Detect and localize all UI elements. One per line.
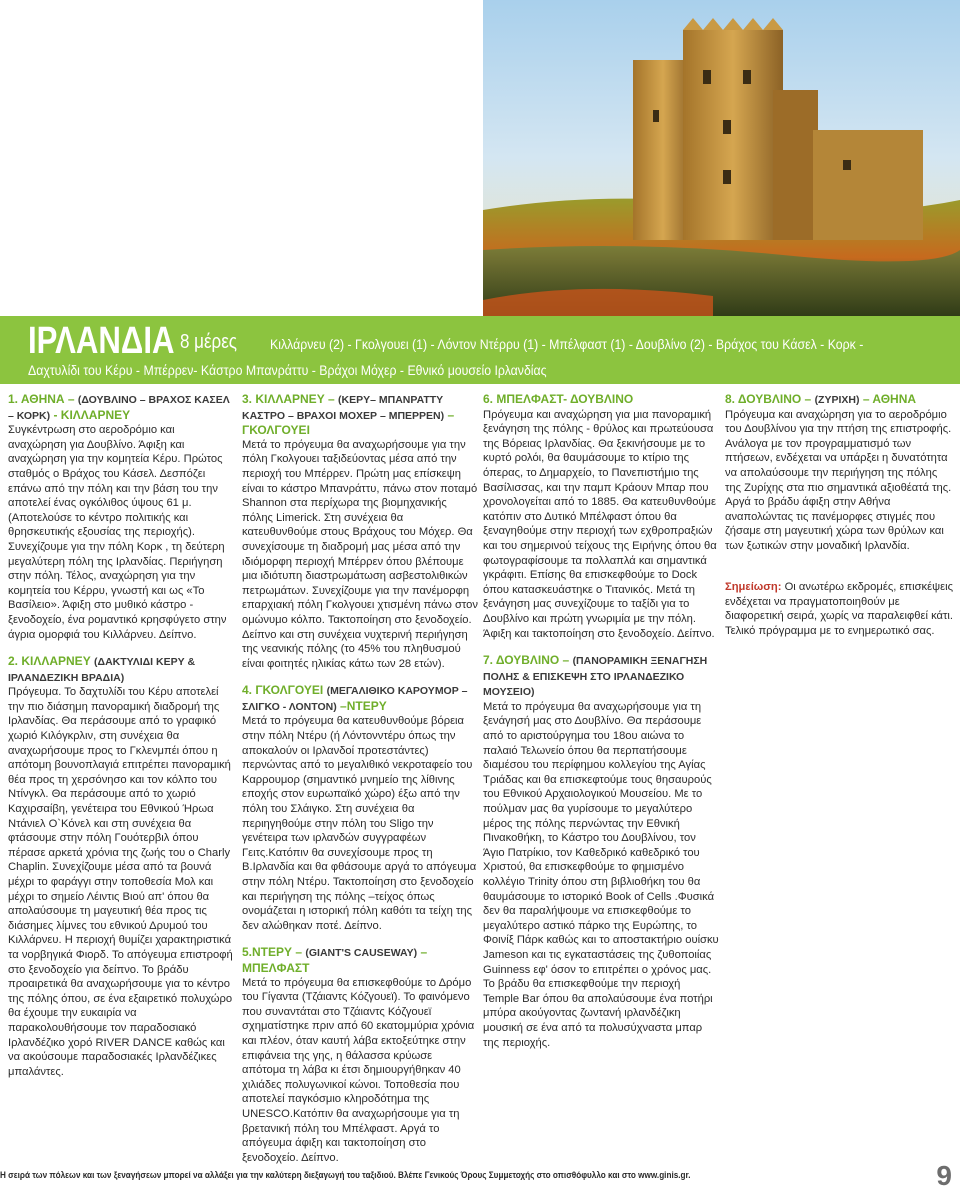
title-banner: [0, 316, 960, 384]
day-8: [725, 392, 955, 554]
day-2: [8, 654, 236, 1079]
column-4: [725, 392, 955, 639]
day-2-heading: 2. ΚΙΛΛΑΡΝΕΥ (ΔΑΚΤΥΛΙΔΙ ΚΕΡΥ & ΙΡΛΑΝΔΕΖΙΚΗ ΒΡΑΔΙΑ): [8, 654, 196, 684]
note: [725, 566, 955, 639]
day-5-text: Μετά το πρόγευμα θα επισκεφθούμε το Δρόμο του Γίγαντα (Τζάιαντς Κόζγουεϊ). Το φαινόμενο που συναντάται στο Τζάιαντς Κόζγουεϊ σχηματίστηκε πριν από 60 εκατομμύρια χρόνια και πλέον, όταν καυτή λάβα εκτοξεύτηκε στην επιφάνεια της γης, η θάλασσα κρύωσε απότομα τη λάβα κι έτσι δημιουργήθηκαν 40 χιλιάδες πολυγωνικοί κώνοι. Τοποθεσία που αποτελεί παγκόσμιο κληροδότημα της UNESCO.Κατόπιν θα αναχωρήσουμε για τη βρετανική πόλη του Μπέλφαστ. Αργά το απόγευμα άφιξη και τακτοποίηση στο ξενοδοχείο. Δείπνο.: [242, 976, 475, 1164]
day-6: [483, 392, 719, 641]
trip-duration: 8 μέρες: [180, 331, 238, 353]
day-6-heading: 6. ΜΠΕΛΦΑΣΤ- ΔΟΥΒΛΙΝΟ: [483, 392, 634, 406]
day-4-heading: 4. ΓΚΟΛΓΟΥΕΙ (ΜΕΓΑΛΙΘΙΚΟ ΚΑΡΟΥΜΟΡ – ΣΛΙΓΚΟ - ΛΟΝΤΟΝ) –ΝΤΕΡΥ: [242, 683, 468, 713]
banner-accent: [0, 316, 22, 384]
day-3-text: Μετά το πρόγευμα θα αναχωρήσουμε για την πόλη Γκολγουει ταξιδεύοντας μέσα από την περιοχή του Μπέρρεν. Πρώτη μας επίσκεψη είναι το κάστρο Μπανράττυ, πάνω στον ποταμό Shannon στα περίχωρα της βιομηχανικής πόλης Limerick. Στη συνέχεια θα κατευθυνθούμε στους Βράχους του Μόχερ. Θα συνεχίσουμε τη διαδρομή μας μέσα από την ιδιόμορφη περιοχή Μπέρρεν όπου βλέπουμε μια ιδιότυπη διαστρωμάτωση ασβεστολιθικών πετρωμάτων. Συνεχίζουμε για την πανέμορφη επαρχιακή πόλη Γκολγουει χτισμένη πάνω στον ομώνυμο κόλπο. Τακτοποίηση στο ξενοδοχείο. Δείπνο και στη συνέχεια νυχτερινή περιήγηση της νεανικής πόλης (το 45% του πληθυσμού είναι φοιτητές ηλικίας κάτω των 28 ετών).: [242, 438, 478, 670]
day-5-heading: 5.ΝΤΕΡΥ – (GIANT'S CAUSEWAY) – ΜΠΕΛΦΑΣΤ: [242, 945, 428, 975]
day-4-text: Μετά το πρόγευμα θα κατευθυνθούμε βόρεια στην πόλη Ντέρυ (ή Λόντονντέρυ όπως την αποκαλούν οι Ιρλανδοί προτεστάντες) περνώντας από το μεγαλιθικό νεκροταφείο του Καρρουμορ (σημαντικό μνημείο της λίθινης εποχής στον ευρωπαϊκό χώρο) έξω από την πόλη του Σλάιγκο. Στη συνέχεια θα περιηγηθούμε στην πόλη του Sligo την γενέτειρα των ιρλανδών συγγραφέων Γειτς.Κατόπιν θα συνεχίσουμε προς τη Β.Ιρλανδία και θα φθάσουμε αργά το απόγευμα στην πόλη Ντέρυ. Τακτοποίηση στο ξενοδοχείο και περιήγηση της πόλης –τείχος όπως ονομάζεται η ιστορική πόλη καθότι τα τείχη της δεν αλώθηκαν ποτέ. Δείπνο.: [242, 715, 477, 932]
column-2: [242, 392, 478, 1165]
route-line-1: Κιλλάρνευ (2) - Γκολγουει (1) - Λόντον Ντέρρυ (1) - Μπέλφαστ (1) - Δουβλίνο (2) - Βράχος του Κάσελ - Κορκ -: [270, 336, 864, 352]
note-label: Σημείωση:: [725, 581, 782, 594]
day-7: [483, 653, 719, 1050]
day-1-text: Συγκέντρωση στο αεροδρόμιο και αναχώρηση για Δουβλίνο. Άφιξη και αναχώρηση για την κομητεία Κέρυ. Πρώτος σταθμός ο Βράχος του Κάσελ. Δεσπόζει επάνω από την πόλη και την βάση του την αποτελεί ένας ογκόλιθος ύψους 61 μ.(Αποτελούσε το κέντρο πολιτικής και θρησκευτικής εξουσίας της περιοχής). Συνεχίζουμε για την πόλη Κορκ , τη δεύτερη μεγαλύτερη πόλη της Ιρλανδίας. Περιήγηση στην πόλη. Τέλος, αναχώρηση για την κομητεία του Κέρρυ, γνωστή και ως «Το Βασίλειο». Άφιξη στο μυθικό κάστρο - ξενοδοχείο, ένα ρομαντικό κρησφύγετο στην άγρια ομορφιά του Κιλλάρνευ. Δείπνο.: [8, 424, 227, 641]
castle-photo: [483, 0, 960, 316]
day-1: [8, 392, 236, 642]
column-3: [483, 392, 719, 1062]
column-1: [8, 392, 236, 1091]
footer-disclaimer: Η σειρά των πόλεων και των ξεναγήσεων μπορεί να αλλάξει για την καλύτερη διεξαγωγή του ταξιδιού. Βλέπε Γενικούς Όρους Συμμετοχής στο οπισθόφυλλο και στο www.ginis.gr.: [0, 1170, 691, 1181]
day-8-text: Πρόγευμα και αναχώρηση για το αεροδρόμιο του Δουβλίνου για την πτήση της επιστροφής. Ανάλογα με τον προγραμματισμό των πτήσεων, ενδέχεται να υπάρξει η δυνατότητα να απολαύσουμε την περιήγηση της πόλης της Ζυρίχης στα πιο σημαντικά αξιοθέατά της. Αργά το βράδυ άφιξη στην Αθήνα αναπολώντας τις πανέμορφες στιγμές που ζήσαμε στη μαγευτική χώρα των θρύλων και των ξωτικών στην μοναδική Ιρλανδία.: [725, 408, 952, 552]
castle-illustration: [483, 0, 960, 316]
day-7-text: Μετά το πρόγευμα θα αναχωρήσουμε για τη ξενάγησή μας στο Δουβλίνο. Θα περάσουμε από το αριστούργημα του 18ου αιώνα το παλαιό Τελωνείο όπου θα περπατήσουμε διαμέσου του περίφημου κολλεγίου της Αγίας Τριάδας και θα επισκεφτούμε τους θησαυρούς του Εθνικού Αρχαιολογικού Μουσείου. Με το πούλμαν μας θα γυρίσουμε το μεγαλύτερο μέρος της πόλης περνώντας την Εθνική Πινακοθήκη, το Κάστρο του Δουβλίνου, τον Άγιο Πατρίκιο, τον Καθεδρικό καθεδρικό του Χριστού, θα επισκεφθούμε το φημισμένο κολλέγιο Trinity όπου στη βιβλιοθήκη του θα θαυμάσουμε το ιστορικό Book of Cells .Φυσικά δεν θα παραλήψουμε να επισκεφθούμε το μεγαλύτερο αστικό πάρκο της Ευρώπης, το Φοινίξ Πάρκ καθώς και το αποστακτήριο ουίσκυ Jameson και τις εγκαταστάσεις της ζυθοποιίας Guinness εφ' όσον το επιτρέπει ο χρόνος μας. Το βράδυ θα επισκεφθούμε την περιοχή Temple Bar όπου θα απολαύσουμε ένα ποτήρι μπύρα ακούγοντας ζωντανή ιρλανδέζικη μουσική σε ένα από τα πολυσύχναστα μπαρ της περιοχής.: [483, 700, 719, 1049]
note-text: Οι ανωτέρω εκδρομές, επισκέψεις ενδέχεται να πραγματοποιηθούν με διαφορετική σειρά, χωρίς να παραλειφθεί κάτι. Τελικό πρόγραμμα με το ενημερωτικό σας.: [725, 581, 954, 637]
day-1-heading: 1. ΑΘΗΝΑ – (ΔΟΥΒΛΙΝΟ – ΒΡΑΧΟΣ ΚΑΣΕΛ – ΚΟΡΚ) - ΚΙΛΛΑΡΝΕΥ: [8, 392, 230, 422]
day-7-heading: 7. ΔΟΥΒΛΙΝΟ – (ΠΑΝΟΡΑΜΙΚΗ ΞΕΝΑΓΗΣΗ ΠΟΛΗΣ & ΕΠΙΣΚΕΨΗ ΣΤΟ ΙΡΛΑΝΔΕΖΙΚΟ ΜΟΥΣΕΙΟ): [483, 653, 708, 699]
day-4: [242, 683, 478, 933]
page-number: 9: [936, 1160, 952, 1190]
page-title: ΙΡΛΑΝΔΙΑ: [28, 320, 175, 362]
day-6-text: Πρόγευμα και αναχώρηση για μια πανοραμική ξενάγηση της πόλης - θρύλος και πρωτεύουσα της Βόρειας Ιρλανδίας. Θα ξεκινήσουμε με το κυρτό ρολόι, θα θαυμάσουμε το κτίριο της όπερας, το Δημαρχείο, το Πανεπιστήμιο της Βασίλισσας, και την παμπ Κράουν Μπαρ που χρονολογείται από το 1885. Θα κατευθυνθούμε κατόπιν στο Δυτικό Μπέλφαστ όπου θα ξεναγηθούμε στην περιοχή των εχθροπραξιών και του σημερινού τείχους της Ειρήνης όπου θα φωτογραφίσουμε τα πολλαπλά και σημαντικά γκράφιτι. Επίσης θα επισκεφθούμε το Dock όπου κατασκευάστηκε ο Τιτανικός. Μετά τη ξενάγηση μας συνεχίζουμε το ταξίδι για το Δουβλίνο και πρώτη γνωριμία με την πόλη. Άφιξη και τακτοποίηση στο ξενοδοχείο. Δείπνο.: [483, 408, 717, 640]
day-8-heading: 8. ΔΟΥΒΛΙΝΟ – (ΖΥΡΙΧΗ) – ΑΘΗΝΑ: [725, 392, 917, 406]
day-2-text: Πρόγευμα. Το δαχτυλίδι του Κέρυ αποτελεί την πιο διάσημη πανοραμική διαδρομή της Ιρλανδίας. Θα περάσουμε από το γραφικό χωριό Κιλόγκρλιν, στη συνέχεια θα αναχωρήσουμε προς το Γκλενμπέι όπου η απότομη βουνοπλαγιά επιτρέπει πανοραμική θέα προς τη χερσόνησο και τον κόλπο του Ντίνγκλ. Θα περάσουμε από το χωριό Καχιρσαίβη, γενέτειρα του Εθνικού Ήρωα Ντάνιελ Ο`Κόνελ και στη συνέχεια θα φτάσουμε στην πόλη Γουότερβιλ όπου πέρασε αρκετά χρόνια της ζωής του ο Charly Chaplin. Συνεχίζουμε μέσα από τα βουνά μέχρι το φαράγγι στην τοποθεσία Μολ και μέχρι το σημείο Λέιντις Βιού απ' όπου θα απολαύσουμε τη μαγευτική θέα προς τις διάσημες λίμνες του εθνικού Δρυμού του Κιλλάρνευ. Η περιοχή θυμίζει χαρακτηριστικά τα νορβηγικά Φιορδ. Το απόγευμα επιστροφή στο ξενοδοχείο για δείπνο. Το βράδυ προαιρετικά θα αναχωρήσουμε για το κέντρο της πόλης όπου, σε ένα εξαιρετικό πολυχώρο θα έχουμε την ευκαιρία να παρακολουθήσουμε τον παραδοσιακό Ιρλανδέζικο χορό RIVER DANCE καθώς και να ακούσουμε παραδοσιακές Ιρλανδέζικες μπαλάντες.: [8, 686, 233, 1078]
day-5: [242, 945, 478, 1165]
day-3: [242, 392, 478, 671]
day-3-heading: 3. ΚΙΛΛΑΡΝΕΥ – (ΚΕΡΥ– ΜΠΑΝΡΑΤΤΥ ΚΑΣΤΡΟ – ΒΡΑΧΟΙ ΜΟΧΕΡ – ΜΠΕΡΡΕΝ) – ΓΚΟΛΓΟΥΕΙ: [242, 392, 455, 438]
route-line-2: Δαχτυλίδι του Κέρυ - Μπέρρεν- Κάστρο Μπανράττυ - Βράχοι Μόχερ - Εθνικό μουσείο Ιρλανδίας: [28, 362, 547, 378]
